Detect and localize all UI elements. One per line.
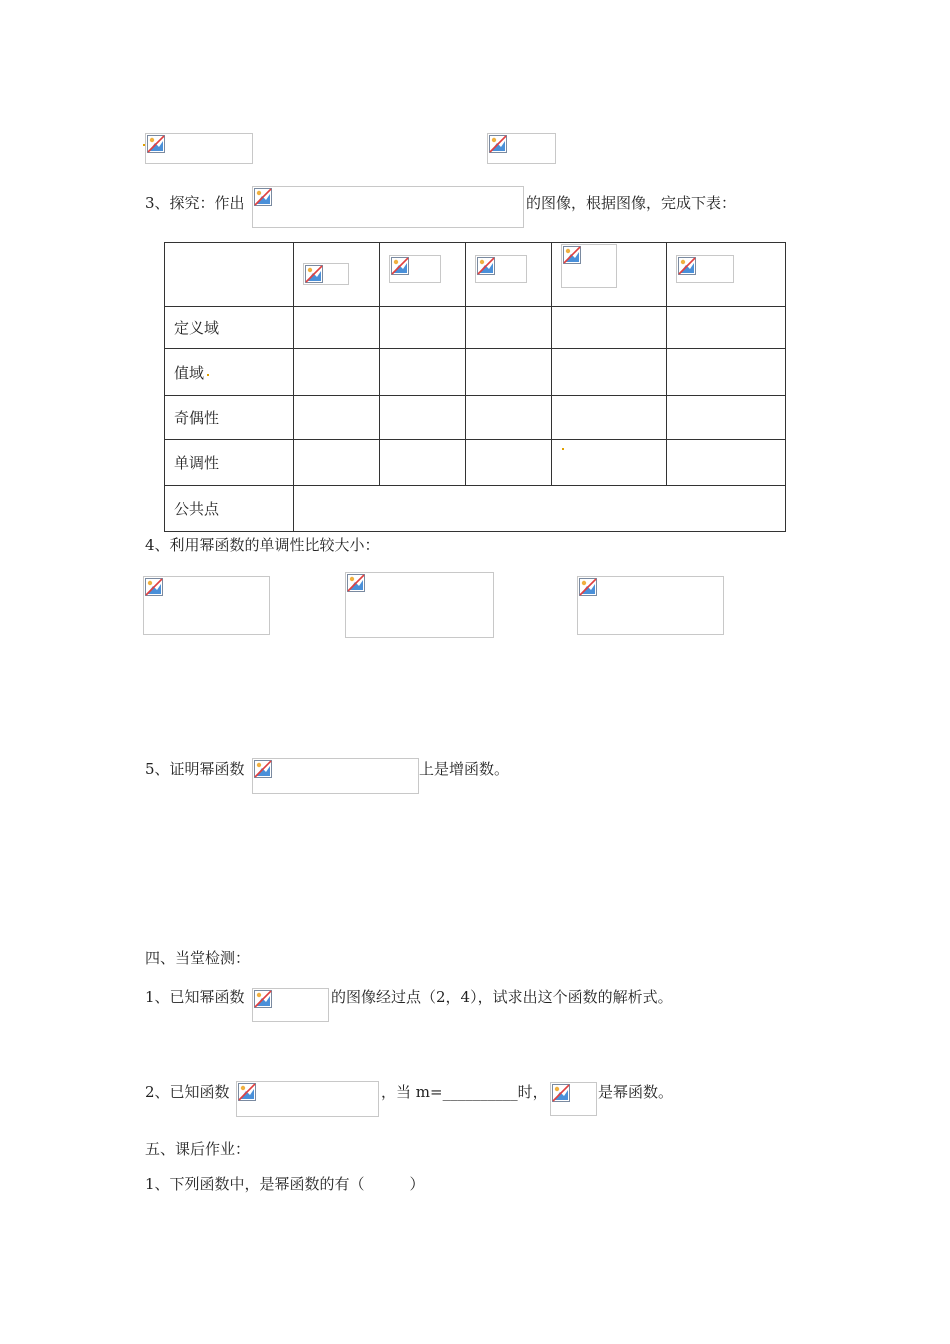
stray-dot [207,374,209,376]
table-cell [466,349,552,396]
table-cell [552,396,667,440]
table-cell [380,307,466,349]
broken-image-icon [489,135,507,153]
row-label: 奇偶性 [165,396,294,440]
table-header-cell [466,243,552,307]
q3-suffix-line [526,193,736,213]
table-cell [380,396,466,440]
table-corner-cell [165,243,294,307]
c2-blank: __________ [442,1083,518,1101]
table-cell [667,440,786,486]
q3-line [145,193,245,213]
c2-function-image [550,1082,597,1116]
row-label: 定义域 [165,307,294,349]
broken-image-icon [254,188,272,206]
table-header-cell [294,243,380,307]
row-label: 值域 [165,349,294,396]
c1-suffix: 的图像经过点（2，4），试求出这个函数的解析式。 [331,988,673,1006]
q5-suffix: 上是增函数。 [419,760,510,778]
broken-image-icon [552,1084,570,1102]
broken-image-icon [147,135,165,153]
h1-line: 1、下列函数中，是幂函数的有（ ） [145,1175,425,1193]
function-image [389,255,441,283]
section4-title: 四、当堂检测： [145,949,251,967]
c2-prefix: 2、已知函数 [145,1083,230,1101]
table-cell [667,396,786,440]
q5-prefix: 5、证明幂函数 [145,760,245,778]
stray-dot [562,448,564,450]
table-header-row [165,243,786,307]
function-image [676,255,734,283]
section5-title: 五、课后作业： [145,1140,251,1158]
q3-suffix: 的图像，根据图像，完成下表： [526,194,737,212]
table-cell-merged [294,486,786,532]
broken-image-icon [579,578,597,596]
table-row [165,307,786,349]
function-image [561,244,617,288]
broken-image-icon [254,990,272,1008]
row-label: 公共点 [165,486,294,532]
table-cell [552,440,667,486]
row-label: 单调性 [165,440,294,486]
table-row [165,396,786,440]
image-placeholder [487,133,556,164]
broken-image-icon [563,246,581,264]
broken-image-icon [391,257,409,275]
table-row [165,440,786,486]
table-cell [380,440,466,486]
table-header-cell [667,243,786,307]
table-cell [667,349,786,396]
c2-suffix: 是幂函数。 [598,1083,674,1101]
stray-dot [143,144,145,146]
c2-line [145,1082,230,1102]
q5-suffix-line [419,759,509,779]
table-cell [294,440,380,486]
c2-mid2: 时， [517,1083,548,1101]
c1-formula-image [252,988,329,1022]
table-cell [466,396,552,440]
compare-image [345,572,494,638]
c1-suffix-line [331,987,673,1007]
table-cell [552,307,667,349]
q5-formula-image [252,758,419,794]
broken-image-icon [305,265,323,283]
broken-image-icon [145,578,163,596]
q4-line: 4、利用幂函数的单调性比较大小： [145,536,380,554]
properties-table [164,242,786,532]
c1-prefix: 1、已知幂函数 [145,988,245,1006]
broken-image-icon [254,760,272,778]
c2-mid-line [381,1082,548,1102]
c2-formula-image [236,1081,379,1117]
q5-line [145,759,245,779]
function-image [475,255,527,283]
table-cell [294,349,380,396]
table-cell [466,307,552,349]
table-row [165,349,786,396]
q3-formula-image [252,186,524,228]
c2-suffix-line [598,1082,673,1102]
table-cell [294,396,380,440]
table-header-cell [552,243,667,307]
broken-image-icon [347,574,365,592]
table-cell [552,349,667,396]
c1-line [145,987,245,1007]
compare-image [577,576,724,635]
broken-image-icon [238,1083,256,1101]
function-image [303,263,349,285]
broken-image-icon [477,257,495,275]
table-cell [294,307,380,349]
table-header-cell [380,243,466,307]
table-cell [466,440,552,486]
table-cell [667,307,786,349]
c2-mid: ，当 m= [381,1083,443,1101]
image-placeholder [145,133,253,164]
compare-image [143,576,270,635]
table-row [165,486,786,532]
table-cell [380,349,466,396]
broken-image-icon [678,257,696,275]
q3-prefix: 3、探究：作出 [145,194,245,212]
